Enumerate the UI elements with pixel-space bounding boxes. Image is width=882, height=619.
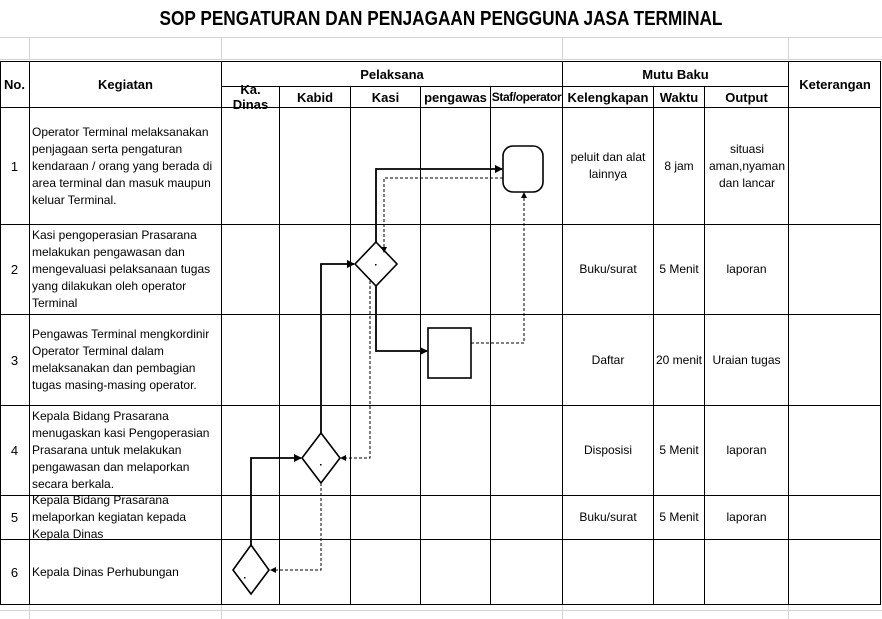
row-4-output: laporan <box>726 443 767 457</box>
header-output: Output <box>725 89 768 105</box>
page-title: SOP PENGATURAN DAN PENJAGAAN PENGGUNA JASA TERMINAL <box>159 8 723 30</box>
row-2-output: laporan <box>726 262 767 276</box>
row-5-no: 5 <box>10 510 19 525</box>
dashed-arrows <box>271 178 524 570</box>
header-kegiatan: Kegiatan <box>98 77 153 92</box>
process-pengawas <box>428 328 471 378</box>
terminator-operator <box>503 146 543 192</box>
row-2-kelengkapan: Buku/surat <box>579 262 637 276</box>
header-staf-operator: Staf/operator <box>491 90 562 104</box>
arrow-kabid-to-kasi <box>321 264 354 433</box>
header-kabid: Kabid <box>296 89 334 105</box>
row-3-waktu: 20 menit <box>655 352 703 367</box>
decision-kabid <box>302 433 340 483</box>
row-3-no: 3 <box>10 352 19 368</box>
row-2-no: 2 <box>10 262 19 277</box>
row-4-waktu: 5 Menit <box>659 443 699 457</box>
header-no: No. <box>4 77 25 92</box>
return-kabid-to-kadinas <box>271 483 321 570</box>
row-4-no: 4 <box>10 443 19 458</box>
row-2-kegiatan: Kasi pengoperasian Prasarana melakukan pengawasan dan mengevaluasi pelaksanaan tugas yang dilakukan oleh operator Terminal <box>32 228 211 310</box>
row-3-kelengkapan: Daftar <box>591 352 625 367</box>
header-mutu-baku: Mutu Baku <box>642 66 709 82</box>
header-kasi: Kasi <box>371 89 400 105</box>
row-3-output: Uraian tugas <box>712 352 781 367</box>
row-1-no: 1 <box>10 158 19 174</box>
row-6-no: 6 <box>10 564 19 580</box>
header-waktu: Waktu <box>659 89 699 105</box>
row-4-kelengkapan: Disposisi <box>583 443 632 457</box>
header-pengawas: pengawas <box>424 89 487 105</box>
return-operator-to-kasi <box>384 178 503 252</box>
header-kelengkapan: Kelengkapan <box>567 89 649 105</box>
row-1-kelengkapan: peluit dan alat lainnya <box>570 150 646 181</box>
row-1-kegiatan: Operator Terminal melaksanakan penjagaan serta pengaturan kendaraan / orang yang berada di area terminal dan masuk maupun keluar Terminal. <box>32 124 213 207</box>
row-5-output: laporan <box>726 510 767 524</box>
decision-ka-dinas <box>233 545 269 594</box>
row-5-kelengkapan: Buku/surat <box>579 510 637 524</box>
row-5-waktu: 5 Menit <box>659 510 699 524</box>
row-6-kegiatan: Kepala Dinas Perhubungan <box>32 564 179 579</box>
row-3-kegiatan: Pengawas Terminal mengkordinir Operator Terminal dalam melaksanakan dan pembagian tugas masing-masing operator. <box>32 327 210 392</box>
arrow-kadinas-to-kabid <box>251 458 301 545</box>
row-1-waktu: 8 jam <box>664 158 694 173</box>
return-kasi-to-kabid <box>341 281 370 458</box>
return-pengawas-to-operator <box>471 193 524 343</box>
arrow-kasi-to-pengawas <box>376 286 427 351</box>
header-keterangan: Keterangan <box>799 77 871 92</box>
arrow-kasi-to-operator <box>376 169 502 242</box>
row-1-output: situasi aman,nyaman dan lancar <box>708 141 786 190</box>
row-4-kegiatan: Kepala Bidang Prasarana menugaskan kasi Pengoperasian Prasarana untuk melakukan pengawasan dan melaporkan secara berkala. <box>32 409 210 491</box>
shape-dots <box>244 264 377 579</box>
header-ka-dinas: Ka. Dinas <box>232 82 269 112</box>
header-pelaksana: Pelaksana <box>360 66 424 82</box>
row-5-kegiatan: Kepala Bidang Prasarana melaporkan kegiatan kepada Kepala Dinas <box>32 493 187 541</box>
row-2-waktu: 5 Menit <box>659 262 699 276</box>
